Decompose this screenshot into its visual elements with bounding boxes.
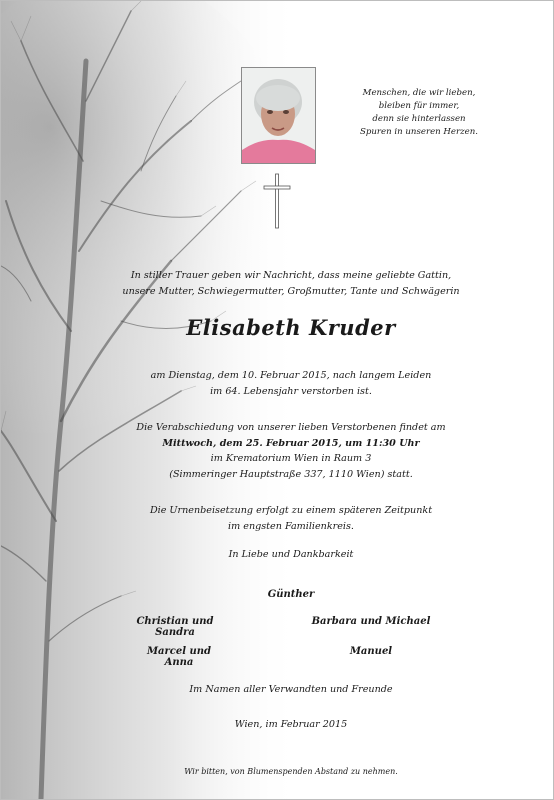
death-notice (81, 368, 501, 399)
cross-icon (261, 173, 293, 229)
urn-line: im engsten Familienkreis. (228, 520, 354, 532)
quote-line: Menschen, die wir lieben, (362, 88, 476, 98)
quote-line: denn sie hinterlassen (372, 114, 466, 124)
farewell-location: im Krematorium Wien in Raum 3 (210, 453, 372, 464)
mourner-single: Manuel (349, 646, 393, 657)
death-notice-line: am Dienstag, dem 10. Februar 2015, nach langem Leiden (150, 370, 432, 381)
mourner-pair: Barbara und Michael (311, 616, 431, 627)
quote-line: bleiben für immer, (378, 101, 460, 111)
death-notice-line: im 64. Lebensjahr verstorben ist. (210, 385, 372, 397)
mourner-spouse: Günther (267, 589, 315, 600)
quote-line: Spuren in unseren Herzen. (360, 127, 478, 137)
mourner-pair: Christian und Sandra (136, 616, 214, 638)
relatives-line: Im Namen aller Verwandten und Freunde (189, 684, 393, 695)
memorial-quote (351, 87, 487, 139)
flower-donation-note: Wir bitten, von Blumenspenden Abstand zu nehmen. (184, 767, 398, 776)
farewell-line: Die Verabschiedung von unserer lieben Verstorbenen findet am (136, 422, 446, 433)
portrait-photo (241, 67, 316, 164)
intro-line: In stiller Trauer geben wir Nachricht, dass meine geliebte Gattin, (130, 270, 452, 281)
farewell-address: (Simmeringer Hauptstraße 337, 1110 Wien) statt. (169, 468, 413, 480)
intro-text (81, 268, 501, 299)
urn-burial-notice (81, 503, 501, 534)
farewell-details (81, 420, 501, 482)
closing-phrase: In Liebe und Dankbarkeit (228, 549, 354, 560)
farewell-date: Mittwoch, dem 25. Februar 2015, um 11:30 Uhr (162, 437, 420, 449)
mourner-pair: Marcel und Anna (146, 646, 212, 668)
urn-line: Die Urnenbeisetzung erfolgt zu einem späteren Zeitpunkt (149, 505, 433, 516)
deceased-name: Elisabeth Kruder (186, 315, 396, 340)
intro-line: unsere Mutter, Schwiegermutter, Großmutter, Tante und Schwägerin (122, 285, 460, 297)
place-date: Wien, im Februar 2015 (234, 719, 348, 730)
